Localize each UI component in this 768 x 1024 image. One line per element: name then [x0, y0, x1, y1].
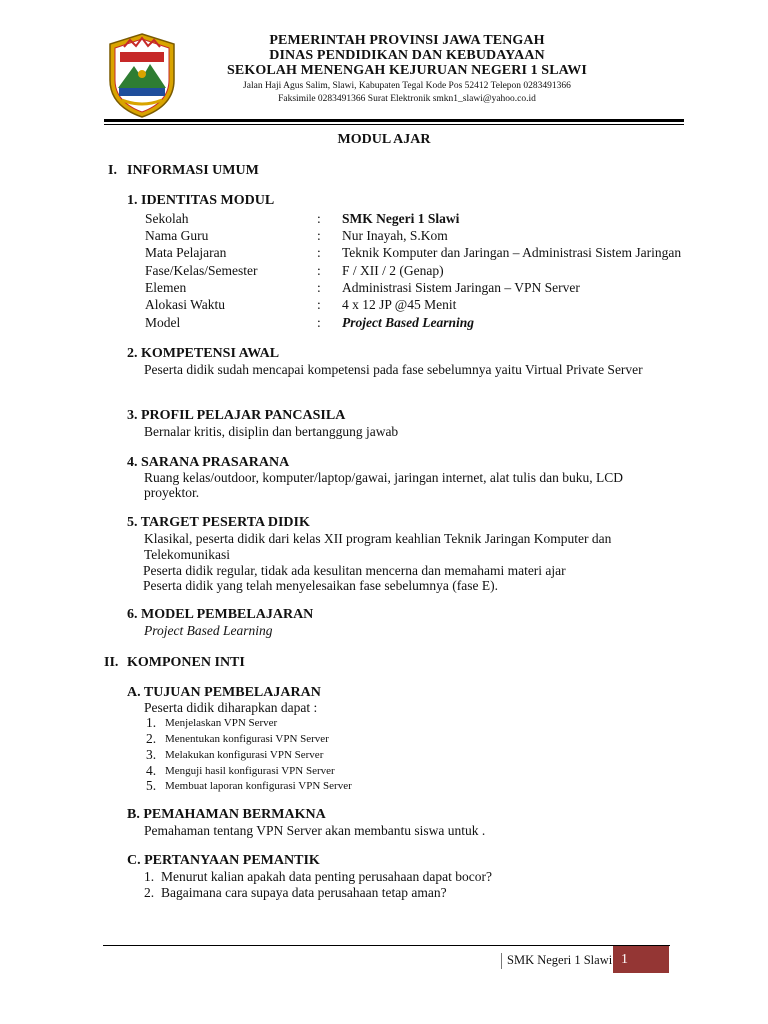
letterhead-divider-thin [104, 124, 684, 125]
tujuan-item-text: Menentukan konfigurasi VPN Server [165, 733, 329, 745]
profil-heading: 3. PROFIL PELAJAR PANCASILA [127, 408, 346, 423]
letterhead-divider-thick [104, 119, 684, 122]
target-text-line: Klasikal, peserta didik dari kelas XII program keahlian Teknik Jaringan Komputer dan [144, 531, 612, 546]
identity-colon: : [317, 228, 321, 243]
tujuan-item-number: 1. [146, 715, 157, 730]
identity-value-teacher: Nur Inayah, S.Kom [342, 228, 448, 243]
tujuan-item-text: Membuat laporan konfigurasi VPN Server [165, 780, 352, 792]
tujuan-item-text: Melakukan konfigurasi VPN Server [165, 749, 324, 761]
pemahaman-heading: B. PEMAHAMAN BERMAKNA [127, 807, 326, 822]
sarana-text-line: proyektor. [144, 485, 200, 500]
kompetensi-heading: 2. KOMPETENSI AWAL [127, 346, 280, 361]
tujuan-item-number: 2. [146, 731, 157, 746]
identity-label: Alokasi Waktu [145, 297, 226, 312]
footer-separator [501, 953, 502, 969]
letterhead-school: SEKOLAH MENENGAH KEJURUAN NEGERI 1 SLAWI [227, 63, 587, 78]
section-1-heading: INFORMASI UMUM [127, 163, 259, 178]
identity-value-element: Administrasi Sistem Jaringan – VPN Server [342, 280, 580, 295]
tujuan-item-text: Menjelaskan VPN Server [165, 717, 278, 729]
pemahaman-text: Pemahaman tentang VPN Server akan membantu siswa untuk . [144, 823, 486, 838]
identity-label: Fase/Kelas/Semester [145, 263, 258, 278]
tujuan-item-number: 5. [146, 778, 157, 793]
section-2-numeral: II. [104, 655, 119, 670]
identity-label: Model [145, 315, 181, 330]
identity-value-school: SMK Negeri 1 Slawi [342, 211, 460, 226]
tujuan-intro: Peserta didik diharapkan dapat : [144, 700, 318, 715]
target-text-line: Peserta didik regular, tidak ada kesulitan mencerna dan memahami materi ajar [143, 563, 566, 578]
tujuan-item-text: Menguji hasil konfigurasi VPN Server [165, 765, 335, 777]
pertanyaan-item-text: Bagaimana cara supaya data perusahaan tetap aman? [161, 885, 447, 900]
identity-colon: : [317, 263, 321, 278]
target-text-line: Telekomunikasi [144, 547, 231, 562]
model-text: Project Based Learning [144, 623, 273, 638]
identity-colon: : [317, 297, 321, 312]
identity-label: Elemen [145, 280, 187, 295]
kompetensi-text: Peserta didik sudah mencapai kompetensi pada fase sebelumnya yaitu Virtual Private Server [144, 362, 643, 377]
identity-label: Sekolah [145, 211, 189, 226]
identity-value-subject: Teknik Komputer dan Jaringan – Administrasi Sistem Jaringan [342, 245, 682, 260]
page-number: 1 [613, 946, 669, 973]
model-heading: 6. MODEL PEMBELAJARAN [127, 607, 314, 622]
sarana-heading: 4. SARANA PRASARANA [127, 455, 290, 470]
tujuan-item-number: 3. [146, 747, 157, 762]
identity-value-phase: F / XII / 2 (Genap) [342, 263, 444, 278]
letterhead-department: DINAS PENDIDIKAN DAN KEBUDAYAAN [269, 48, 545, 63]
section-2-heading: KOMPONEN INTI [127, 655, 245, 670]
sarana-text-line: Ruang kelas/outdoor, komputer/laptop/gawai, jaringan internet, alat tulis dan buku, LCD [144, 470, 623, 485]
letterhead-address: Jalan Haji Agus Salim, Slawi, Kabupaten Tegal Kode Pos 52412 Telepon 0283491366 [243, 81, 571, 91]
letterhead-government: PEMERINTAH PROVINSI JAWA TENGAH [269, 33, 545, 48]
identity-value-model: Project Based Learning [342, 315, 474, 330]
letterhead-contact: Faksimile 0283491366 Surat Elektronik smkn1_slawi@yahoo.co.id [278, 94, 536, 104]
province-emblem-logo [104, 30, 180, 120]
section-1-numeral: I. [108, 163, 117, 178]
tujuan-item-number: 4. [146, 763, 157, 778]
pertanyaan-item-text: Menurut kalian apakah data penting perusahaan dapat bocor? [161, 869, 492, 884]
identity-value-time: 4 x 12 JP @45 Menit [342, 297, 457, 312]
pertanyaan-heading: C. PERTANYAAN PEMANTIK [127, 853, 320, 868]
profil-text: Bernalar kritis, disiplin dan bertanggung jawab [144, 424, 399, 439]
target-text-line: Peserta didik yang telah menyelesaikan fase sebelumnya (fase E). [143, 578, 498, 593]
footer-school-name: SMK Negeri 1 Slawi [507, 953, 613, 967]
identity-label: Mata Pelajaran [145, 245, 227, 260]
identity-label: Nama Guru [145, 228, 209, 243]
tujuan-heading: A. TUJUAN PEMBELAJARAN [127, 685, 321, 700]
identitas-heading: 1. IDENTITAS MODUL [127, 193, 275, 208]
document-title: MODUL AJAR [337, 132, 431, 147]
identity-colon: : [317, 280, 321, 295]
identity-colon: : [317, 245, 321, 260]
identity-colon: : [317, 211, 321, 226]
pertanyaan-item-number: 1. [144, 869, 155, 884]
identity-colon: : [317, 315, 321, 330]
footer-divider [103, 945, 670, 946]
pertanyaan-item-number: 2. [144, 885, 155, 900]
target-heading: 5. TARGET PESERTA DIDIK [127, 515, 310, 530]
